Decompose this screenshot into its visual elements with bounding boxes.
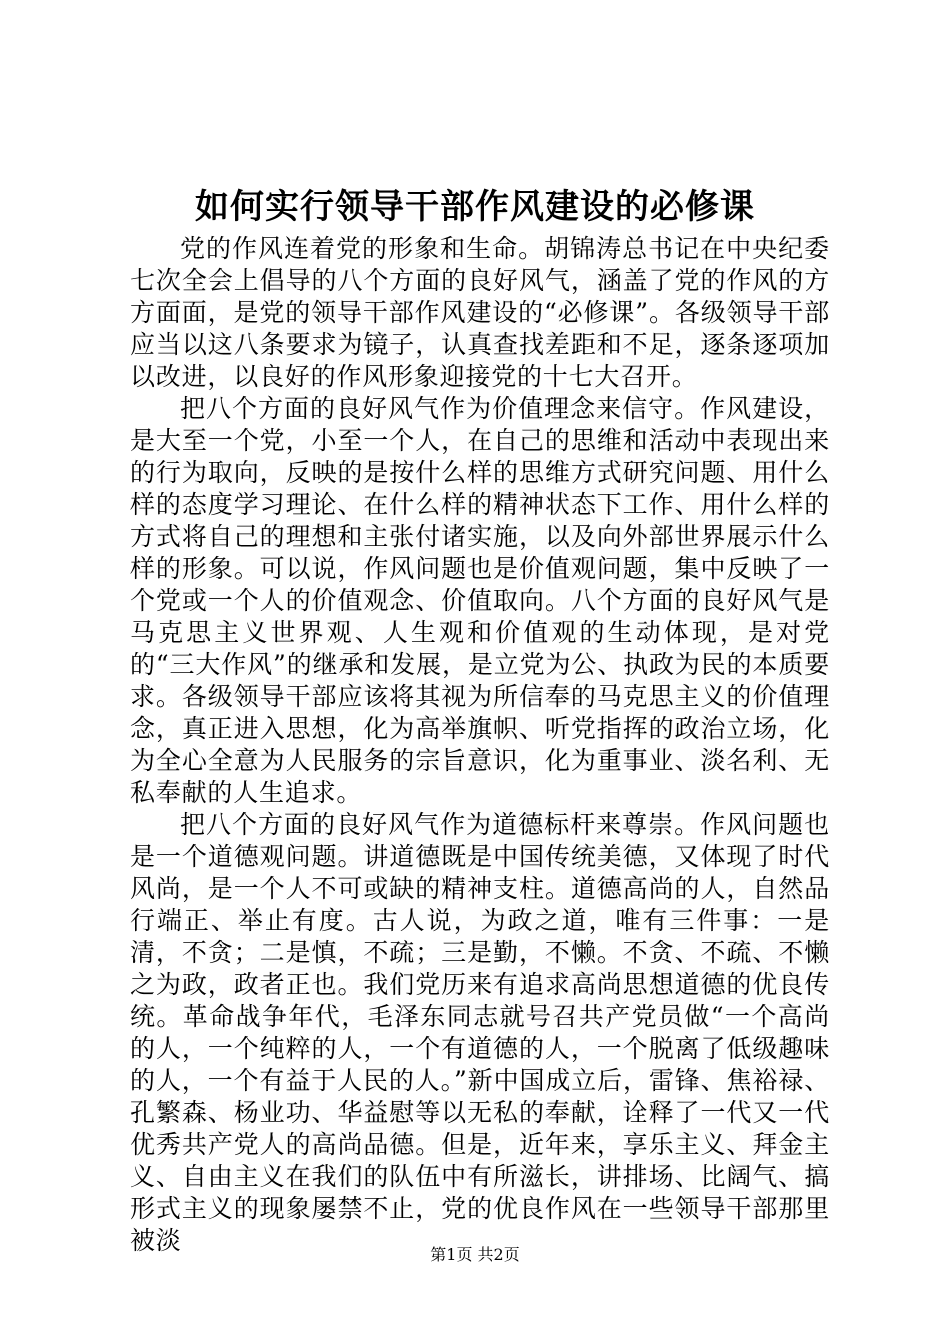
page-number-footer: 第1页 共2页 bbox=[430, 1245, 520, 1264]
document-title: 如何实行领导干部作风建设的必修课 bbox=[195, 187, 755, 227]
document-body bbox=[130, 233, 830, 1257]
paragraph-2: 把八个方面的良好风气作为价值理念来信守。作风建设，是大至一个党，小至一个人，在自己的思维和活动中表现出来的行为取向，反映的是按什么样的思维方式研究问题、用什么样的态度学习理论、在什么样的精神状态下工作、用什么样的方式将自己的理想和主张付诸实施，以及向外部世界展示什么样的形象。可以说，作风问题也是价值观问题，集中反映了一个党或一个人的价值观念、价值取向。八个方面的良好风气是马克思主义世界观、人生观和价值观的生动体现，是对党的“三大作风”的继承和发展，是立党为公、执政为民的本质要求。各级领导干部应该将其视为所信奉的马克思主义的价值理念，真正进入思想，化为高举旗帜、听党指挥的政治立场，化为全心全意为人民服务的宗旨意识，化为重事业、淡名利、无私奉献的人生追求。 bbox=[130, 394, 830, 807]
paragraph-1: 党的作风连着党的形象和生命。胡锦涛总书记在中央纪委七次全会上倡导的八个方面的良好风气，涵盖了党的作风的方方面面，是党的领导干部作风建设的“必修课”。各级领导干部应当以这八条要求为镜子，认真查找差距和不足，逐条逐项加以改进，以良好的作风形象迎接党的十七大召开。 bbox=[130, 234, 830, 391]
paragraph-3: 把八个方面的良好风气作为道德标杆来尊崇。作风问题也是一个道德观问题。讲道德既是中国传统美德，又体现了时代风尚，是一个人不可或缺的精神支柱。道德高尚的人，自然品行端正、举止有度。古人说，为政之道，唯有三件事：一是清，不贪；二是慎，不疏；三是勤，不懒。不贪、不疏、不懒之为政，政者正也。我们党历来有追求高尚思想道德的优良传统。革命战争年代，毛泽东同志就号召共产党员做“一个高尚的人，一个纯粹的人，一个有道德的人，一个脱离了低级趣味的人，一个有益于人民的人。”新中国成立后，雷锋、焦裕禄、孔繁森、杨业功、华益慰等以无私的奉献，诠释了一代又一代优秀共产党人的高尚品德。但是，近年来，享乐主义、拜金主义、自由主义在我们的队伍中有所滋长，讲排场、比阔气、搞形式主义的现象屡禁不止，党的优良作风在一些领导干部那里被淡 bbox=[130, 810, 830, 1255]
